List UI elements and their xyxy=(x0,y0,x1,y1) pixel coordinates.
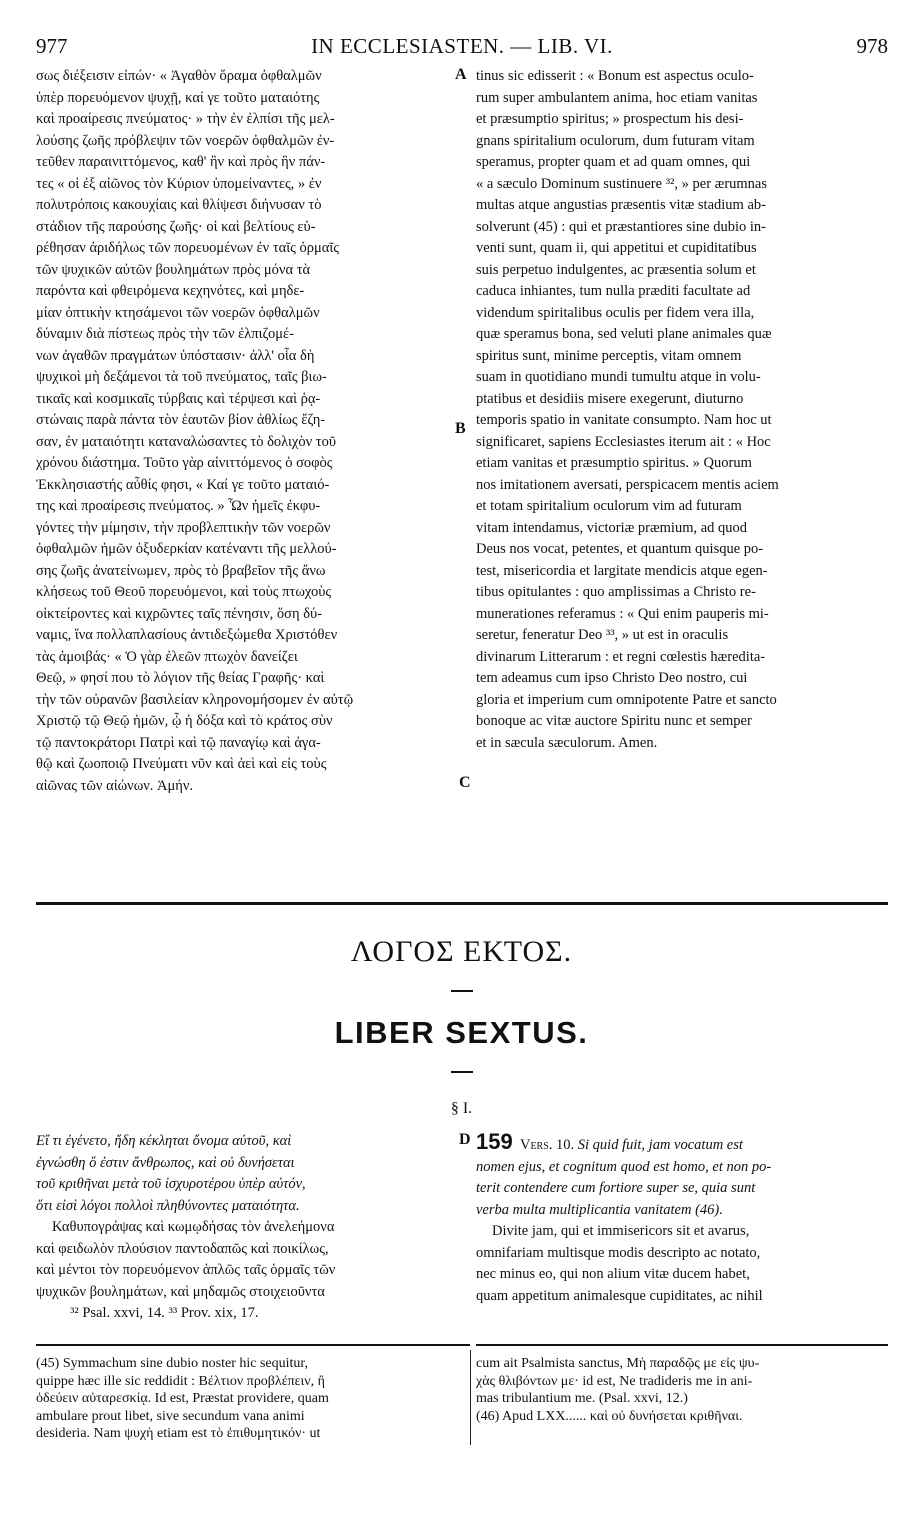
latin-text-line: seretur, feneratur Deo ³³, » ut est in oraculis xyxy=(476,627,729,643)
latin-text-line: suis perpetuo indulgentes, ac præsentia solum et xyxy=(476,261,756,278)
margin-letter-c: C xyxy=(459,774,471,791)
latin-text-line: et totam spiritalium oculorum vim ad futuram xyxy=(476,498,742,514)
book-title-greek: ΛΟΓΟΣ ΕΚΤΟΣ. xyxy=(350,935,573,968)
greek-text-line: ναμις, ἵνα πολλαπλασίους ἀντιδεξώμεθα Χριστόθεν xyxy=(36,627,338,643)
greek-text-line: στώναις παρὰ πάντα τὸν ἑαυτῶν βίον ἀθλίως ἔζη- xyxy=(36,412,326,428)
greek-text-line: πολυτρόποις κακουχίαις καὶ θλίψεσι διήνυσαν τὸ xyxy=(36,197,322,213)
greek-verse-line: τοῦ κριθῆναι μετὰ τοῦ ἰσχυροτέρου ὑπὲρ αὐτόν, xyxy=(36,1176,306,1192)
latin-text-line: quam appetitum animalesque cupiditates, ac nihil xyxy=(476,1287,763,1304)
latin-text-line: significaret, sapiens Ecclesiastes iterum ait : « Hoc xyxy=(476,433,771,450)
greek-text-line: νων ἀγαθῶν πραγμάτων ὑπόστασιν· ἀλλ' οἷα δὴ xyxy=(36,347,315,364)
latin-text-line: nec minus eo, qui non alium vitæ ducem habet, xyxy=(476,1266,750,1282)
latin-text-line: rum super ambulantem anima, hoc etiam vanitas xyxy=(476,89,758,106)
greek-text-line: Χριστῷ τῷ Θεῷ ἡμῶν, ᾧ ἡ δόξα καὶ τὸ κράτος σὺν xyxy=(36,713,333,729)
greek-text-line: Ἐκκλησιαστής αὖθίς φησι, « Καί γε τοῦτο ματαιό- xyxy=(36,476,330,493)
note-line: quippe hæc ille sic reddidit : Βέλτιον προβλέπειν, ἢ xyxy=(36,1373,325,1389)
latin-column-bottom xyxy=(476,1131,888,1307)
greek-text-line: παρόντα καὶ φθειρόμενα κεχηνότες, καὶ μηδε- xyxy=(36,283,305,299)
margin-letter-d: D xyxy=(459,1131,471,1148)
note-line: desideria. Nam ψυχὴ etiam est τὸ ἐπιθυμητικόν· ut xyxy=(36,1426,321,1441)
latin-text-line: spiritus sunt, minime perceptis, vitam omnem xyxy=(476,347,742,364)
greek-column-bottom xyxy=(36,1131,456,1303)
greek-text-line: της καὶ προαίρεσις πνεύματος. » Ὧν ἡμεῖς ἐκφυ- xyxy=(36,498,321,514)
note-line: mas tribulantium me. (Psal. xxvi, 12.) xyxy=(476,1391,688,1406)
greek-text-line: ψυχικῶν βουλημάτων, καὶ μηδαμῶς στοιχειοῦντα xyxy=(36,1283,325,1300)
latin-text-line: bonoque ac vitæ auctore Spiritu nunc et semper xyxy=(476,713,752,729)
title-dash-1 xyxy=(451,990,473,992)
latin-text-line: gloria et imperium cum omnipotente Patre et sancto xyxy=(476,691,777,708)
latin-text-line: tibus opitulantes : quo amplissimas a Christo re- xyxy=(476,584,756,600)
title-dash-2 xyxy=(451,1071,473,1073)
latin-text-line: nos imitationem aversati, perspicacem mentis aciem xyxy=(476,476,779,493)
note-line: (45) Symmachum sine dubio noster hic sequitur, xyxy=(36,1356,309,1371)
latin-text-line: vitam intendamus, victoriæ præmium, ad quod xyxy=(476,519,748,536)
running-title: IN ECCLESIASTEN. — LIB. VI. xyxy=(311,34,613,58)
greek-text-line: δύναμιν διὰ πίστεως πρὸς τὴν τῶν ἐλπιζομέ- xyxy=(36,326,294,342)
latin-text-line: test, misericordia et largitate mendicis atque egen- xyxy=(476,562,768,579)
notes-column-separator xyxy=(470,1350,471,1445)
greek-text-line: τεῦθεν παραινιττόμενος, καθ' ἣν καὶ πρὸς ἣν πάν- xyxy=(36,154,326,170)
note-line: χὰς θλιβόντων με· id est, Ne tradideris me in ani- xyxy=(476,1373,753,1389)
greek-text-line: οἰκτείροντες καὶ κιχρῶντες ταῖς πένησιν, ὅση δύ- xyxy=(36,605,323,622)
page-number-right: 978 xyxy=(856,34,888,58)
notes-left xyxy=(36,1355,468,1443)
notes-right xyxy=(476,1355,888,1425)
greek-text-line: ὑπὲρ πορευόμενον ψυχῇ, καί γε τοῦτο ματαιότης xyxy=(36,89,320,106)
latin-text-line: gnans spiritalium oculorum, dum futuram vitam xyxy=(476,132,755,149)
greek-text-line: λούσης ζωῆς πρόβλεψιν τῶν νοερῶν ὀφθαλμῶν ἐν- xyxy=(36,132,335,149)
greek-text-line: σης ζωῆς ἀνατείνωμεν, πρὸς τὸ βραβεῖον τῆς ἄνω xyxy=(36,562,326,579)
greek-text-line: Θεῷ, » φησί που τὸ λόγιον τῆς θείας Γραφῆς· καὶ xyxy=(36,670,325,686)
notes-rule-left xyxy=(36,1344,470,1346)
running-header xyxy=(36,34,888,64)
latin-text-line: solverunt (45) : qui et præstantiores sine dubio in- xyxy=(476,218,766,235)
greek-text-line: τὰς ἀμοιβάς· « Ὁ γὰρ ἐλεῶν πτωχὸν δανείζει xyxy=(36,648,298,665)
latin-text-line: divinarum Litterarum : et regni cœlestis hæredita- xyxy=(476,648,766,665)
latin-text-line: munerationes referamus : « Qui enim pauperis mi- xyxy=(476,605,769,622)
section-divider xyxy=(36,902,888,905)
latin-text-line: temporis spatio in vanitate consumpto. Nam hoc ut xyxy=(476,412,772,428)
latin-text-line: tem adeamus cum ipso Christo Deo nostro, cui xyxy=(476,670,748,686)
greek-text-line: τικαῖς καὶ κοσμικαῖς τύρβαις καὶ τέρψεσι καὶ ῥᾳ- xyxy=(36,390,321,407)
book-title-latin: LIBER SEXTUS. xyxy=(334,1015,589,1050)
margin-letter-b: B xyxy=(455,420,466,437)
latin-text-line: et præsumptio spiritus; » prospectum his desi- xyxy=(476,111,744,127)
greek-text-line: τῶν ψυχικῶν αὐτῶν βουλημάτων πρὸς μόνα τὰ xyxy=(36,261,311,278)
section-number: § I. xyxy=(450,1100,473,1117)
notes-rule-right xyxy=(476,1344,888,1346)
latin-text-line: omnifariam multisque modis descripto ac notato, xyxy=(476,1244,761,1261)
greek-verse-line: ἐγνώσθη ὅ ἐστιν ἄνθρωπος, καὶ οὐ δυνήσεται xyxy=(36,1154,295,1171)
note-line: ambulare prout libet, sive secundum vana animi xyxy=(36,1408,305,1424)
latin-text-line: suam in quotidiano mundi tumultu atque in volu- xyxy=(476,369,761,385)
latin-column-top xyxy=(476,66,888,754)
latin-text-line: speramus, propter quam et ad quam omnes, qui xyxy=(476,154,751,170)
greek-text-line: σως διέξεισιν εἰπών· « Ἀγαθὸν ὅραμα ὀφθαλμῶν xyxy=(36,68,322,84)
latin-text-line: Deus nos vocat, petentes, et quantum quisque po- xyxy=(476,541,764,557)
verse-text: nomen ejus, et cognitum quod est homo, et non po- xyxy=(476,1158,772,1175)
greek-text-line: στάδιον τῆς παρούσης ζωῆς· οἱ καὶ βελτίους εὑ- xyxy=(36,218,316,235)
latin-text-line: multas atque angustias præsentis vitæ stadium ab- xyxy=(476,197,766,213)
latin-text-line: et in sæcula sæculorum. Amen. xyxy=(476,734,658,751)
greek-text-line: Καθυπογράψας καὶ κωμῳδήσας τὸν ἀνελεήμονα xyxy=(52,1219,335,1235)
greek-text-line: αἰῶνας τῶν αἰώνων. Ἀμήν. xyxy=(36,777,194,794)
verse-text: verba multa multiplicantia vanitatem (46). xyxy=(476,1201,723,1218)
greek-text-line: τες « οἱ ἐξ αἰῶνος τὸν Κύριον ὑπομείναντες, » ἐν xyxy=(36,175,322,192)
margin-letter-a: A xyxy=(455,66,467,83)
greek-text-line: χρόνου διάστημα. Τοῦτο γὰρ αἰνιττόμενος ὁ σοφὸς xyxy=(36,455,333,471)
verse-label: Vers. xyxy=(519,1137,553,1153)
greek-text-line: γόντες τὴν μίμησιν, τὴν προβλεπτικὴν τῶν νοερῶν xyxy=(36,519,331,536)
greek-text-line: ὀφθαλμῶν ἡμῶν ὀξυδερκίαν κατέναντι τῆς μελλού- xyxy=(36,541,337,557)
greek-text-line: ψυχικοὶ μὴ δεξάμενοι τὰ τοῦ πνεύματος, ταῖς βιω- xyxy=(36,369,327,385)
verse-text: Si quid fuit, jam vocatum est xyxy=(577,1137,743,1153)
latin-text-line: tinus sic edisserit : « Bonum est aspectus oculo- xyxy=(476,68,754,84)
note-line: (46) Apud LXX...... καὶ οὐ δυνήσεται κριθῆναι. xyxy=(476,1408,743,1424)
greek-text-line: μίαν ὀπτικὴν κτησάμενοι τῶν νοερῶν ὀφθαλμῶν xyxy=(36,304,320,321)
scripture-references: ³² Psal. xxvi, 14. ³³ Prov. xix, 17. xyxy=(70,1305,259,1321)
verse-text: terit contendere cum fortiore super se, quia sunt xyxy=(476,1180,756,1196)
greek-text-line: καὶ φειδωλὸν πλούσιον παντοδαπῶς καὶ ποικίλως, xyxy=(36,1240,329,1257)
greek-text-line: ρέθησαν ἀριδήλως τῶν πορευομένων ἐν ταῖς ὁρμαῖς xyxy=(36,240,340,256)
greek-verse-line: Εἴ τι ἐγένετο, ἤδη κέκληται ὄνομα αὐτοῦ, καὶ xyxy=(36,1133,292,1149)
greek-verse-line: ὅτι εἰσὶ λόγοι πολλοὶ πληθύνοντες ματαιότητα. xyxy=(36,1197,300,1214)
latin-text-line: videndum spiritalibus oculis per fidem vera illa, xyxy=(476,304,755,321)
greek-text-line: καὶ μέντοι τὸν πορευόμενον ἁπλῶς ταῖς ὁρμαῖς τῶν xyxy=(36,1262,336,1278)
page-number-left: 977 xyxy=(36,34,68,58)
latin-text-line: « a sæculo Dominum sustinuere ³², » per ærumnas xyxy=(476,175,768,192)
latin-text-line: ptatibus et desidiis misere exegerunt, diuturno xyxy=(476,390,744,407)
latin-verse-line xyxy=(476,1131,888,1157)
latin-text-line: etiam vanitas et præsumptio spiritus. » Quorum xyxy=(476,455,752,471)
latin-text-line: Divite jam, qui et immisericors sit et avarus, xyxy=(492,1223,750,1239)
verse-number: 10. xyxy=(556,1137,575,1153)
column-number: 159 xyxy=(476,1131,513,1154)
greek-text-line: κλήσεως τοῦ Θεοῦ πορευόμενοι, καὶ τοὺς πτωχοὺς xyxy=(36,584,332,600)
greek-text-line: καὶ προαίρεσις πνεύματος· » τὴν ἐν ἐλπίσι τῆς μελ- xyxy=(36,111,335,127)
note-line: ὁδεύειν αὐταρεσκίᾳ. Id est, Præstat providere, quam xyxy=(36,1391,329,1406)
latin-commentary xyxy=(476,1221,888,1307)
latin-text-line: quæ speramus bona, sed veluti plane animales quæ xyxy=(476,326,772,342)
greek-column-top xyxy=(36,66,456,797)
latin-text-line: caduca inhiantes, tum nulla præditi facultate ad xyxy=(476,283,751,299)
note-line: cum ait Psalmista sanctus, Μὴ παραδῷς με εἰς ψυ- xyxy=(476,1356,760,1371)
greek-text-line: θῷ καὶ ζωοποιῷ Πνεύματι νῦν καὶ ἀεὶ καὶ εἰς τοὺς xyxy=(36,756,327,772)
greek-text-line: σαν, ἐν ματαιότητι καταναλώσαντες τὸ δολιχὸν τοῦ xyxy=(36,433,337,450)
latin-text-line: venti sunt, quam ii, qui appetitui et cupiditatibus xyxy=(476,240,757,256)
greek-text-line: τῷ παντοκράτορι Πατρὶ καὶ τῷ παναγίῳ καὶ ἀγα- xyxy=(36,734,321,751)
greek-text-line: τὴν τῶν οὐρανῶν βασιλείαν κληρονομήσομεν ἐν αὐτῷ xyxy=(36,691,354,708)
